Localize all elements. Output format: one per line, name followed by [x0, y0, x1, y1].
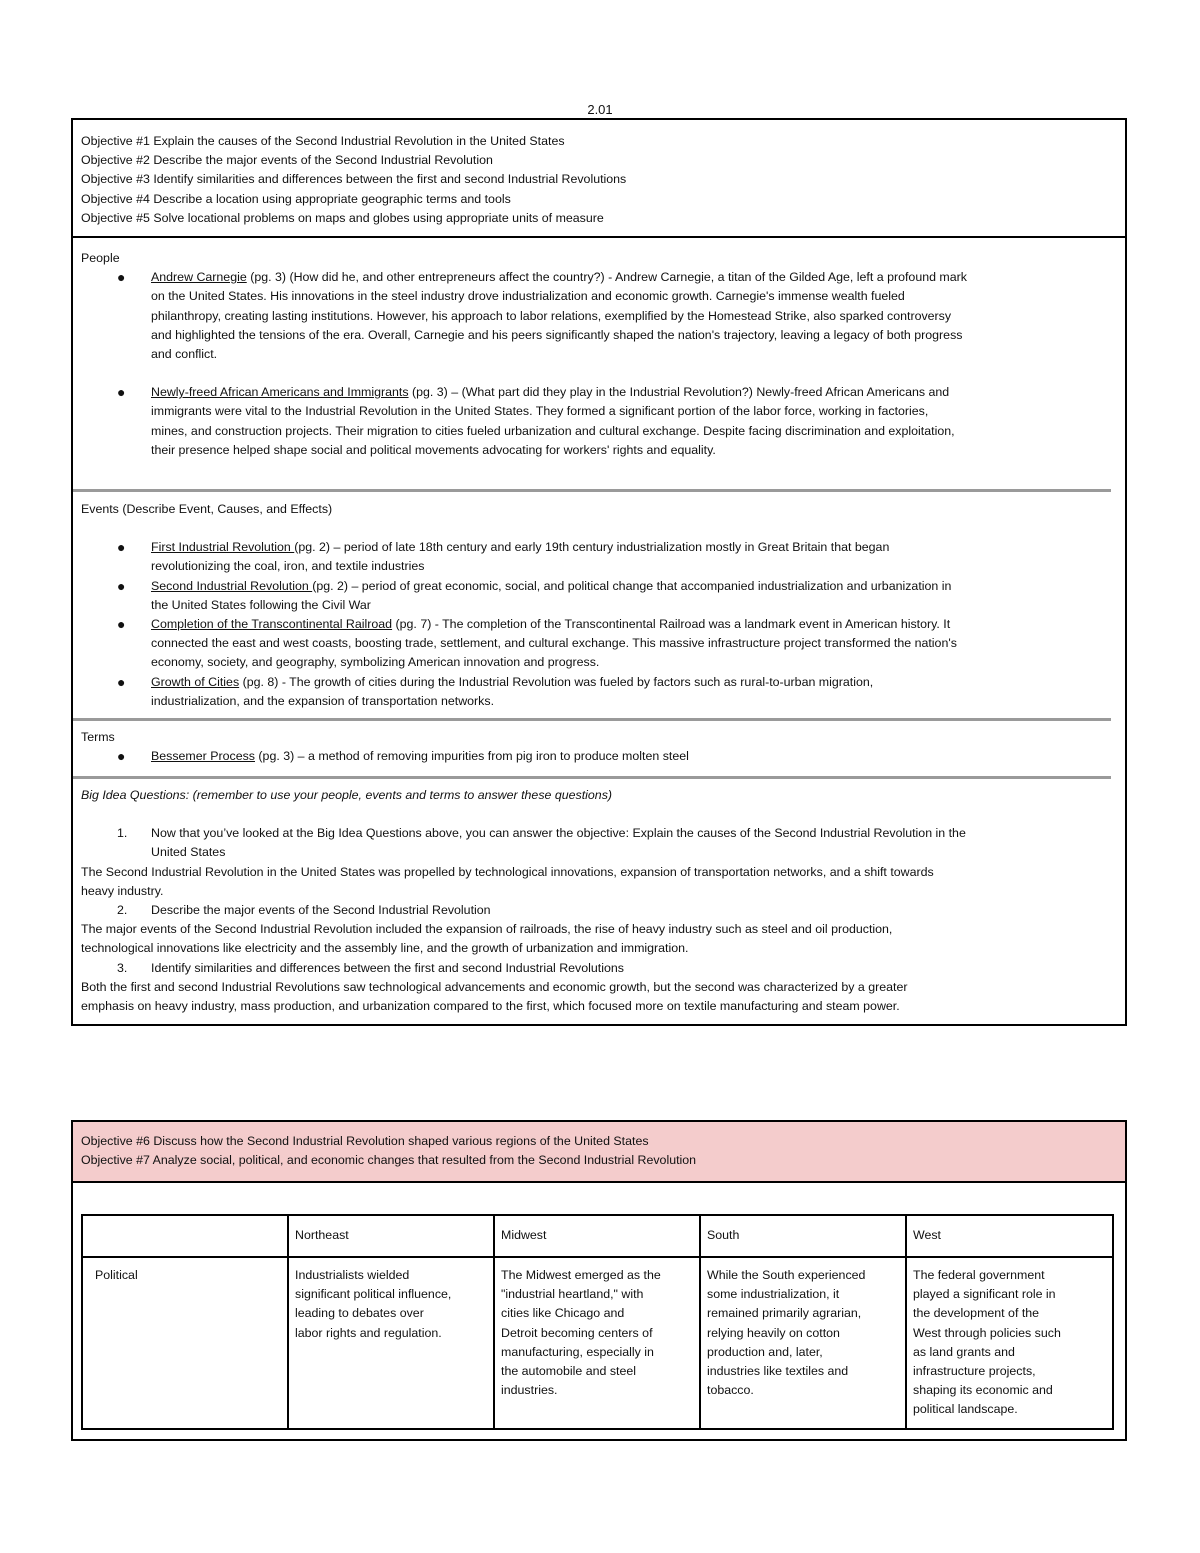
question-1: 1. Now that you’ve looked at the Big Idea Questions above, you can answer the objective: Explain the causes of the Second Industrial Revolution in the United States: [117, 826, 966, 860]
events-section: [73, 500, 1125, 711]
event-term: Completion of the Transcontinental Railroad: [151, 617, 393, 632]
regions-table: [81, 1214, 1114, 1430]
bullet-icon: ●: [117, 384, 126, 401]
objectives-header: [73, 1122, 1125, 1183]
notes-box: [71, 118, 1127, 1026]
event-item: ● Growth of Cities (pg. 8) - The growth of cities during the Industrial Revolution was fueled by factors such as rural-to-urban migration, industrialization, and the expansion of transportation networks.: [117, 673, 874, 708]
people-section: [73, 249, 1125, 460]
people-term: Newly-freed African Americans and Immigrants: [151, 385, 409, 400]
big-idea-heading: Big Idea Questions: (remember to use your people, events and terms to answer these questions): [81, 788, 613, 802]
event-item: ● Completion of the Transcontinental Railroad (pg. 7) - The completion of the Transcontinental Railroad was a landmark event in American history. It connected the east and west coasts, boosting trade, settlement, and cultural exchange. This massive infrastructure project transformed the nation's economy, society, and geography, symbolizing American innovation and progress.: [117, 616, 957, 670]
terms-section: [73, 728, 1125, 766]
people-item: ● Andrew Carnegie (pg. 3) (How did he, and other entrepreneurs affect the country?) - Andrew Carnegie, a titan of the Gilded Age, left a profound mark on the United States. His innovations in the steel industry drove industrialization and economic growth. Carnegie's immense wealth fueled philanthropy, creating lasting institutions. However, his approach to labor relations, exemplified by the Homestead Strike, also sparked controversy and highlighted the tensions of the era. Overall, Carnegie and his peers significantly shaped the nation's trajectory, leaving a legacy of both progress and conflict.: [117, 269, 967, 362]
row-label: Political: [82, 1257, 288, 1429]
table-cell: Industrialists wielded significant political influence, leading to debates over labor rights and regulation.: [288, 1257, 494, 1429]
table-header-cell: South: [700, 1215, 906, 1257]
table-header-cell: Northeast: [288, 1215, 494, 1257]
term-item: ● Bessemer Process (pg. 3) – a method of removing impurities from pig iron to produce molten steel: [81, 747, 1117, 766]
event-term: First Industrial Revolution: [151, 540, 295, 555]
event-item: ● First Industrial Revolution (pg. 2) – period of late 18th century and early 19th century industrialization mostly in Great Britain that began revolutionizing the coal, iron, and textile industries: [117, 539, 890, 574]
table-header-cell: Midwest: [494, 1215, 700, 1257]
table-header-cell: West: [906, 1215, 1113, 1257]
people-term: Andrew Carnegie: [151, 270, 247, 285]
bullet-icon: ●: [117, 577, 126, 594]
term-name: Bessemer Process: [151, 749, 255, 764]
table-cell: The Midwest emerged as the "industrial heartland," with cities like Chicago and Detroit becoming centers of manufacturing, especially in the automobile and steel industries.: [494, 1257, 700, 1429]
table-header-cell: [82, 1215, 288, 1257]
bullet-icon: ●: [117, 673, 126, 690]
objective-1: Objective #1 Explain the causes of the Second Industrial Revolution in the United States: [81, 134, 565, 148]
objective-5: Objective #5 Solve locational problems on maps and globes using appropriate units of measure: [81, 210, 604, 225]
objective-6: Objective #6 Discuss how the Second Industrial Revolution shaped various regions of the United States: [81, 1134, 649, 1148]
table-cell: The federal government played a significant role in the development of the West through policies such as land grants and infrastructure projects, shaping its economic and political landscape.: [906, 1257, 1113, 1429]
divider: [73, 776, 1111, 779]
answer-2: The major events of the Second Industrial Revolution included the expansion of railroads, the rise of heavy industry such as steel and oil production,: [81, 922, 893, 937]
answer-1: The Second Industrial Revolution in the United States was propelled by technological innovations, expansion of transportation networks, and a shift towards: [81, 864, 934, 879]
objective-3: Objective #3 Identify similarities and differences between the first and second Industrial Revolutions: [81, 172, 627, 187]
objective-7: Objective #7 Analyze social, political, and economic changes that resulted from the Second Industrial Revolution: [81, 1153, 697, 1168]
divider: [73, 718, 1111, 721]
bullet-icon: ●: [117, 269, 126, 286]
bullet-icon: ●: [117, 539, 126, 556]
event-term: Growth of Cities: [151, 674, 240, 689]
question-2: 2. Describe the major events of the Second Industrial Revolution: [117, 903, 491, 918]
terms-heading: Terms: [81, 730, 115, 744]
events-heading: Events (Describe Event, Causes, and Effects): [81, 502, 333, 516]
divider: [73, 236, 1125, 238]
people-item: ● Newly-freed African Americans and Immigrants (pg. 3) – (What part did they play in the Industrial Revolution?) Newly-freed African Americans and immigrants were vital to the Industrial Revolution in the United States. They formed a significant portion of the labor force, working in factories, mines, and construction projects. Their migration to cities fueled urbanization and cultural exchange. Despite facing discrimination and exploitation, their presence helped shape social and political movements advocating for workers' rights and equality.: [117, 384, 955, 457]
big-idea-section: Big Idea Questions: (remember to use your people, events and terms to answer these questions) 1. Now that you’ve looked at the Big Idea Questions above, you can answer the objective: Explain the causes of the Second Industrial Revolution in the United States The Second Industrial Revolution in the United States was propelled by technological innovations, expansion of transportation networks, and a shift towards heavy industry. 2. Describe the major events of the Second Industrial Revolution The major events of the Second Industrial Revolution included the expansion of railroads, the rise of heavy industry such as steel and oil production, technological innovations like electricity and the assembly line, and the growth of urbanization and immigration. 3. Identify similarities and differences between the first and second Industrial Revolutions Both the first and second Industrial Revolutions saw technological advancements and economic growth, but the second was characterized by a greater emphasis on heavy industry, mass production, and urbanization compared to the first, which focused more on textile manufacturing and steam power.: [73, 786, 1125, 1016]
page-number: 2.01: [587, 102, 613, 117]
divider: [73, 489, 1111, 492]
answer-3: Both the first and second Industrial Revolutions saw technological advancements and economic growth, but the second was characterized by a greater: [81, 979, 908, 994]
event-term: Second Industrial Revolution: [151, 578, 313, 593]
bullet-icon: ●: [117, 616, 126, 633]
event-item: ● Second Industrial Revolution (pg. 2) – period of great economic, social, and political change that accompanied industrialization and urbanization in the United States following the Civil War: [117, 577, 952, 612]
bullet-icon: ●: [117, 748, 126, 765]
regions-box: [71, 1120, 1127, 1441]
objective-2: Objective #2 Describe the major events of the Second Industrial Revolution: [81, 153, 493, 168]
objective-4: Objective #4 Describe a location using appropriate geographic terms and tools: [81, 191, 511, 206]
objectives-section: [73, 132, 1125, 228]
table-row: [82, 1257, 1113, 1429]
question-3: 3. Identify similarities and differences between the first and second Industrial Revolutions: [117, 960, 624, 975]
table-cell: While the South experienced some industrialization, it remained primarily agrarian, relying heavily on cotton production and, later, industries like textiles and tobacco.: [700, 1257, 906, 1429]
table-header-row: [82, 1215, 1113, 1257]
people-heading: People: [81, 251, 120, 265]
